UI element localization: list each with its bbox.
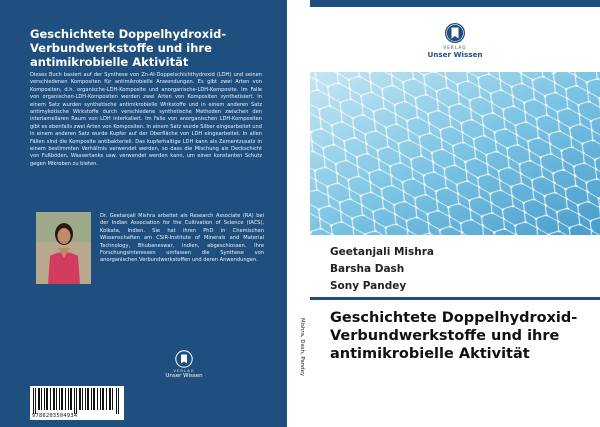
title-divider	[310, 297, 600, 300]
bookmark-shield-icon	[175, 350, 193, 368]
back-publisher-logo	[159, 350, 209, 379]
spine	[287, 0, 310, 427]
bookmark-shield-icon	[444, 22, 466, 44]
molecular-lattice-image	[310, 72, 600, 235]
back-cover	[0, 0, 287, 427]
front-cover-title: Geschichtete Doppelhydroxid-Verbundwerkstoffe und ihre antimikrobielle Aktivität	[330, 310, 578, 362]
front-publisher-logo	[420, 22, 490, 59]
author-name: Barsha Dash	[330, 263, 405, 275]
back-logo-verlag: VERLAG	[173, 368, 195, 373]
back-cover-title: Geschichtete Doppelhydroxid-Verbundwerkstoffe und ihre antimikrobielle Aktivität	[30, 27, 227, 69]
author-photo	[36, 212, 91, 284]
back-logo-name: Unser Wissen	[165, 373, 203, 379]
author-name: Sony Pandey	[330, 280, 407, 292]
front-cover	[310, 0, 600, 427]
author-name: Geetanjali Mishra	[330, 246, 435, 258]
author-bio: Dr. Geetanjali Mishra arbeitet als Research Associate (RA) bei der Indian Association for the Cultivation of Science (IACS), Kolkata, Indien. Sie hat ihren PhD in Chemischen Wissenschaften am CSIR-Institute of Minerals and Material Technology, Bhubaneswar, Indien, abgeschlossen. Ihre Forschungsinteressen umfassen die Synthese von anorganischen Verbundwerkstoffen und deren Anwendungen.	[100, 213, 264, 264]
front-logo-name: Unser Wissen	[427, 50, 483, 59]
back-cover-blurb: Dieses Buch basiert auf der Synthese von Zn-Al-Doppelschichthydroxid (LDH) und seinen verschiedenen Kompositen für antimikrobielle Anwendungen. Es gibt zwei Arten von Kompositen, d.h. organische-LDH-Komposite und anorganische-LDH-Komposite. Im Falle von organischen-LDH-Kompositen werden zwei Arten von Kompositen synthetisiert. In einem Satz wurden synthetische antimikrobielle Wirkstoffe und in einem anderen Satz antimykotische Wirkstoffe durch verschiedene synthetische Methoden zwischen den interlamellaren Raum von LDH interkaliert. Im Falle von anorganischen LDH-Kompositen gibt es ebenfalls zwei Arten von Kompositen. In einem Satz wurde Silber eingearbeitet und in einem anderen Satz wurde Kupfer auf der Oberfläche von LDH eingearbeitet. In allen Fällen sind die Komposite antibakteriell. Das kupferhaltige LDH kann als Zementzusatz in einem bestimmten Verhältnis verwendet werden, so dass die Mischung als Deckschicht von Fußböden, Wassertanks usw. verwendet werden kann, um einen konstanten Schutz gegen Mikroben zu bieten.	[30, 72, 262, 167]
front-logo-verlag: VERLAG	[443, 45, 467, 50]
isbn-digits: 9786203504934	[32, 413, 78, 419]
author-list	[330, 244, 434, 295]
front-top-band	[310, 0, 600, 7]
isbn-barcode	[30, 386, 124, 420]
spine-authors: Mishra, Dash, Pandey	[299, 318, 305, 377]
